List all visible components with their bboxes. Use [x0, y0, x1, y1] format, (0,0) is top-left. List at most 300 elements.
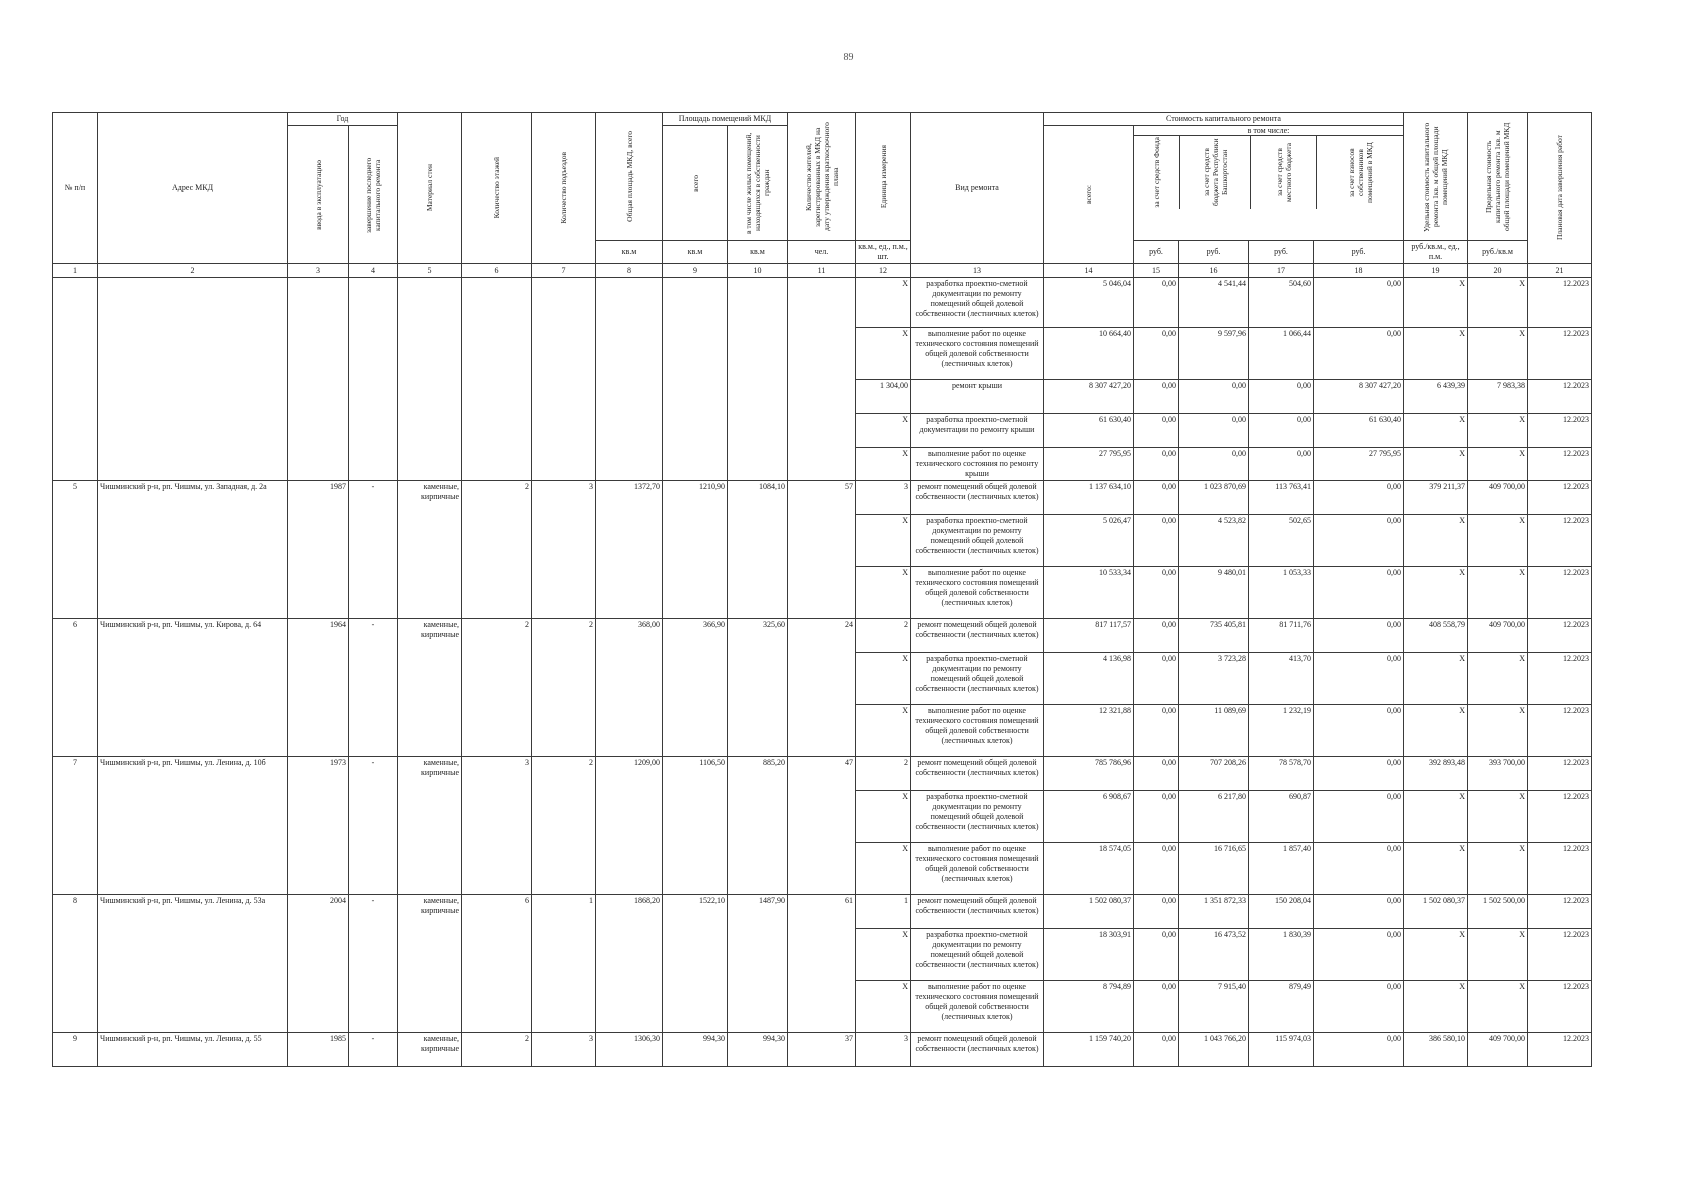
cell-unit: 1 304,00	[856, 380, 911, 414]
cell-total-area: 1868,20	[596, 895, 663, 1033]
cell-rep: 1 023 870,69	[1179, 481, 1249, 515]
cell-total: 27 795,95	[1044, 448, 1134, 481]
cell-spec: X	[1404, 515, 1468, 567]
cell-total: 10 533,34	[1044, 567, 1134, 619]
cell-rep: 735 405,81	[1179, 619, 1249, 653]
cell-spec: X	[1404, 981, 1468, 1033]
column-number: 5	[398, 264, 462, 278]
cell-area-all: 1106,50	[663, 757, 728, 895]
cell-material: каменные, кирпичные	[398, 895, 462, 1033]
cell-residents: 37	[788, 1033, 856, 1067]
cell-date: 12.2023	[1528, 843, 1592, 895]
cell-year: 1964	[288, 619, 349, 757]
cell-repair-year: -	[349, 619, 398, 757]
column-number: 3	[288, 264, 349, 278]
cell-local: 1 857,40	[1249, 843, 1314, 895]
cell-local: 115 974,03	[1249, 1033, 1314, 1067]
cell-rep: 16 473,52	[1179, 929, 1249, 981]
cell-date: 12.2023	[1528, 895, 1592, 929]
col-floors-label: Количество этажей	[492, 157, 501, 219]
cell-local: 0,00	[1249, 414, 1314, 448]
cell-area-res: 1487,90	[728, 895, 788, 1033]
cell-floors: 3	[462, 757, 532, 895]
cell-unit: X	[856, 515, 911, 567]
cell-max: X	[1468, 414, 1528, 448]
cell-fund: 0,00	[1134, 278, 1179, 328]
col-cost-group-header: Стоимость капитального ремонта	[1044, 113, 1404, 126]
col-area-res-label: в том числе жилых помещений, находящихся в собственности граждан	[744, 132, 771, 234]
cell-rep: 0,00	[1179, 380, 1249, 414]
cell-spec: 6 439,39	[1404, 380, 1468, 414]
cell-owners: 0,00	[1314, 278, 1404, 328]
column-number: 19	[1404, 264, 1468, 278]
cell-rep: 9 597,96	[1179, 328, 1249, 380]
cell-area-res: 885,20	[728, 757, 788, 895]
col-local-label: за счет средств местного бюджета	[1274, 142, 1293, 203]
col-total-area-header	[596, 113, 663, 241]
cell-floors	[462, 278, 532, 481]
col-total-area-label: Общая площадь МКД, всего	[624, 131, 634, 222]
cell-floors: 2	[462, 1033, 532, 1067]
col-unit-label: Единица измерения	[878, 144, 888, 209]
col-including-subheaders	[1134, 136, 1403, 209]
cell-total-area: 1306,30	[596, 1033, 663, 1067]
cell-owners: 61 630,40	[1314, 414, 1404, 448]
cell-rep: 11 089,69	[1179, 705, 1249, 757]
col-year-commission-label: ввода в эксплуатацию	[313, 159, 323, 230]
cell-date: 12.2023	[1528, 1033, 1592, 1067]
unit-republic: руб.	[1179, 241, 1249, 264]
cell-max: 1 502 500,00	[1468, 895, 1528, 929]
cell-rep: 9 480,01	[1179, 567, 1249, 619]
cell-owners: 0,00	[1314, 619, 1404, 653]
cell-area-res: 325,60	[728, 619, 788, 757]
cell-area-all	[663, 278, 728, 481]
cell-date: 12.2023	[1528, 791, 1592, 843]
cell-rep: 4 523,82	[1179, 515, 1249, 567]
cell-area-all: 1210,90	[663, 481, 728, 619]
cell-max: X	[1468, 843, 1528, 895]
cell-fund: 0,00	[1134, 653, 1179, 705]
cell-local: 78 578,70	[1249, 757, 1314, 791]
column-number: 21	[1528, 264, 1592, 278]
cell-owners: 0,00	[1314, 895, 1404, 929]
col-deadline-header	[1528, 113, 1592, 264]
column-number: 15	[1134, 264, 1179, 278]
column-number: 1	[53, 264, 98, 278]
column-number: 11	[788, 264, 856, 278]
cell-local: 879,49	[1249, 981, 1314, 1033]
cell-area-all: 366,90	[663, 619, 728, 757]
cell-total: 5 046,04	[1044, 278, 1134, 328]
cell-owners: 0,00	[1314, 705, 1404, 757]
unit-area-all: кв.м	[663, 241, 728, 264]
cell-fund: 0,00	[1134, 619, 1179, 653]
col-year-repair-header	[349, 126, 398, 264]
unit-residents: чел.	[788, 241, 856, 264]
cell-total: 6 908,67	[1044, 791, 1134, 843]
col-material-header	[398, 113, 462, 264]
cell-area-res: 1084,10	[728, 481, 788, 619]
cell-type: ремонт помещений общей долевой собственности (лестничных клеток)	[911, 895, 1044, 929]
cell-date: 12.2023	[1528, 619, 1592, 653]
cell-spec: X	[1404, 843, 1468, 895]
cell-type: ремонт помещений общей долевой собственности (лестничных клеток)	[911, 619, 1044, 653]
table-row	[53, 757, 1592, 791]
col-deadline-label: Плановая дата завершения работ	[1555, 135, 1564, 241]
unit-total-area: кв.м	[596, 241, 663, 264]
cell-total-area: 368,00	[596, 619, 663, 757]
cell-spec: 1 502 080,37	[1404, 895, 1468, 929]
cell-max: 393 700,00	[1468, 757, 1528, 791]
table-body	[53, 278, 1592, 1067]
col-entrances-header	[532, 113, 596, 264]
column-number: 9	[663, 264, 728, 278]
cell-material	[398, 278, 462, 481]
col-entrances-label: Количество подъездов	[559, 152, 568, 224]
cell-fund: 0,00	[1134, 448, 1179, 481]
cell-type: выполнение работ по оценке технического состояния помещений общей долевой собственности (лестничных клеток)	[911, 567, 1044, 619]
cell-total: 4 136,98	[1044, 653, 1134, 705]
column-number: 12	[856, 264, 911, 278]
cell-date: 12.2023	[1528, 328, 1592, 380]
col-area-all-label: всего	[690, 174, 700, 192]
unit-area-res: кв.м	[728, 241, 788, 264]
cell-fund: 0,00	[1134, 981, 1179, 1033]
cell-area-res: 994,30	[728, 1033, 788, 1067]
cell-fund: 0,00	[1134, 705, 1179, 757]
unit-specific: руб./кв.м., ед., п.м.	[1404, 241, 1468, 264]
cell-entrances	[532, 278, 596, 481]
cell-address	[98, 278, 288, 481]
cell-rep: 4 541,44	[1179, 278, 1249, 328]
cell-max: X	[1468, 567, 1528, 619]
column-number: 7	[532, 264, 596, 278]
cell-fund: 0,00	[1134, 515, 1179, 567]
unit-max: руб./кв.м	[1468, 241, 1528, 264]
col-fund-cell	[1134, 136, 1180, 209]
cell-fund: 0,00	[1134, 895, 1179, 929]
cell-date: 12.2023	[1528, 481, 1592, 515]
cell-type: выполнение работ по оценке технического состояния помещений общей долевой собственности (лестничных клеток)	[911, 981, 1044, 1033]
column-number: 10	[728, 264, 788, 278]
cell-total: 1 137 634,10	[1044, 481, 1134, 515]
cell-unit: X	[856, 981, 911, 1033]
cell-local: 113 763,41	[1249, 481, 1314, 515]
cell-type: ремонт крыши	[911, 380, 1044, 414]
cell-unit: 1	[856, 895, 911, 929]
cell-date: 12.2023	[1528, 414, 1592, 448]
col-specific-header	[1404, 113, 1468, 241]
cell-owners: 8 307 427,20	[1314, 380, 1404, 414]
cell-total: 8 794,89	[1044, 981, 1134, 1033]
page-number: 89	[843, 52, 854, 63]
unit-measure: кв.м., ед., п.м., шт.	[856, 241, 911, 264]
cell-floors: 2	[462, 481, 532, 619]
cell-year: 2004	[288, 895, 349, 1033]
cell-fund: 0,00	[1134, 481, 1179, 515]
col-year-commission-header	[288, 126, 349, 264]
cell-local: 150 208,04	[1249, 895, 1314, 929]
cell-owners: 0,00	[1314, 929, 1404, 981]
cell-unit: X	[856, 414, 911, 448]
cell-floors: 2	[462, 619, 532, 757]
cell-spec: X	[1404, 791, 1468, 843]
col-no-header: № п/п	[53, 113, 98, 264]
cell-total: 785 786,96	[1044, 757, 1134, 791]
cell-max: X	[1468, 929, 1528, 981]
cell-date: 12.2023	[1528, 981, 1592, 1033]
cell-material: каменные, кирпичные	[398, 757, 462, 895]
cell-repair-year	[349, 278, 398, 481]
cell-total: 12 321,88	[1044, 705, 1134, 757]
cell-max: X	[1468, 705, 1528, 757]
cell-no: 9	[53, 1033, 98, 1067]
cell-year: 1973	[288, 757, 349, 895]
cell-no: 5	[53, 481, 98, 619]
cell-residents: 24	[788, 619, 856, 757]
cell-max: 7 983,38	[1468, 380, 1528, 414]
col-unit-header	[856, 113, 911, 241]
cell-total: 817 117,57	[1044, 619, 1134, 653]
cell-type: разработка проектно-сметной документации по ремонту помещений общей долевой собственности (лестничных клеток)	[911, 791, 1044, 843]
cell-address: Чишминский р-н, рп. Чишмы, ул. Ленина, д. 10б	[98, 757, 288, 895]
col-repair-type-header: Вид ремонта	[911, 113, 1044, 264]
cell-total: 5 026,47	[1044, 515, 1134, 567]
col-area-all-header	[663, 126, 728, 241]
col-cost-total-label: всего:	[1084, 185, 1093, 204]
column-number: 8	[596, 264, 663, 278]
cell-owners: 0,00	[1314, 653, 1404, 705]
cell-owners: 0,00	[1314, 481, 1404, 515]
column-number: 14	[1044, 264, 1134, 278]
col-cost-total-header	[1044, 126, 1134, 264]
col-residents-label: Количество жителей, зарегистрированных в МКД на дату утверждения краткосрочного плана	[803, 122, 840, 231]
cell-max: 409 700,00	[1468, 1033, 1528, 1067]
cell-fund: 0,00	[1134, 414, 1179, 448]
col-area-group-header: Площадь помещений МКД	[663, 113, 788, 126]
cell-unit: X	[856, 843, 911, 895]
cell-fund: 0,00	[1134, 380, 1179, 414]
cell-total-area	[596, 278, 663, 481]
cell-spec: 408 558,79	[1404, 619, 1468, 653]
cell-local: 1 830,39	[1249, 929, 1314, 981]
cell-rep: 0,00	[1179, 448, 1249, 481]
unit-local: руб.	[1249, 241, 1314, 264]
col-residents-header	[788, 113, 856, 241]
cell-max: X	[1468, 448, 1528, 481]
cell-spec: 386 580,10	[1404, 1033, 1468, 1067]
cell-max: X	[1468, 791, 1528, 843]
cell-date: 12.2023	[1528, 653, 1592, 705]
cell-local: 1 053,33	[1249, 567, 1314, 619]
cell-type: ремонт помещений общей долевой собственности (лестничных клеток)	[911, 481, 1044, 515]
cell-local: 1 232,19	[1249, 705, 1314, 757]
col-max-header	[1468, 113, 1528, 241]
table-row	[53, 278, 1592, 328]
cell-date: 12.2023	[1528, 757, 1592, 791]
cell-unit: 2	[856, 619, 911, 653]
cell-address: Чишминский р-н, рп. Чишмы, ул. Кирова, д. 64	[98, 619, 288, 757]
col-including-label: в том числе:	[1134, 126, 1403, 136]
table-row	[53, 619, 1592, 653]
cell-residents: 57	[788, 481, 856, 619]
cell-type: разработка проектно-сметной документации по ремонту крыши	[911, 414, 1044, 448]
col-floors-header	[462, 113, 532, 264]
col-republic-label: за счет средств бюджета Республики Башкортостан	[1201, 138, 1229, 207]
cell-owners: 0,00	[1314, 981, 1404, 1033]
col-local-cell	[1251, 136, 1317, 209]
cell-no: 8	[53, 895, 98, 1033]
col-republic-cell	[1180, 136, 1251, 209]
column-number: 16	[1179, 264, 1249, 278]
cell-local: 504,60	[1249, 278, 1314, 328]
cell-fund: 0,00	[1134, 929, 1179, 981]
cell-year: 1985	[288, 1033, 349, 1067]
cell-date: 12.2023	[1528, 929, 1592, 981]
cell-rep: 1 043 766,20	[1179, 1033, 1249, 1067]
unit-owners: руб.	[1314, 241, 1404, 264]
cell-spec: 379 211,37	[1404, 481, 1468, 515]
cell-unit: X	[856, 448, 911, 481]
cell-type: разработка проектно-сметной документации по ремонту помещений общей долевой собственности (лестничных клеток)	[911, 653, 1044, 705]
cell-unit: X	[856, 705, 911, 757]
cell-total: 10 664,40	[1044, 328, 1134, 380]
cell-rep: 0,00	[1179, 414, 1249, 448]
cell-max: 409 700,00	[1468, 481, 1528, 515]
cell-date: 12.2023	[1528, 448, 1592, 481]
cell-unit: X	[856, 278, 911, 328]
cell-total: 1 502 080,37	[1044, 895, 1134, 929]
cell-unit: X	[856, 929, 911, 981]
cell-owners: 0,00	[1314, 791, 1404, 843]
cell-unit: 3	[856, 481, 911, 515]
column-number: 4	[349, 264, 398, 278]
cell-spec: 392 893,48	[1404, 757, 1468, 791]
cell-type: выполнение работ по оценке технического состояния по ремонту крыши	[911, 448, 1044, 481]
cell-type: разработка проектно-сметной документации по ремонту помещений общей долевой собственности (лестничных клеток)	[911, 929, 1044, 981]
table-header	[53, 113, 1592, 278]
cell-spec: X	[1404, 328, 1468, 380]
cell-spec: X	[1404, 278, 1468, 328]
cell-local: 0,00	[1249, 448, 1314, 481]
cell-max: X	[1468, 653, 1528, 705]
cell-fund: 0,00	[1134, 757, 1179, 791]
cell-owners: 0,00	[1314, 328, 1404, 380]
cell-owners: 0,00	[1314, 1033, 1404, 1067]
cell-year	[288, 278, 349, 481]
col-area-res-header	[728, 126, 788, 241]
cell-fund: 0,00	[1134, 328, 1179, 380]
cell-date: 12.2023	[1528, 567, 1592, 619]
cell-local: 413,70	[1249, 653, 1314, 705]
cell-spec: X	[1404, 414, 1468, 448]
cell-spec: X	[1404, 929, 1468, 981]
cell-area-res	[728, 278, 788, 481]
cell-local: 1 066,44	[1249, 328, 1314, 380]
col-specific-label: Удельная стоимость капитального ремонта 1кв. м общей площади помещений МКД	[1422, 121, 1449, 232]
cell-fund: 0,00	[1134, 791, 1179, 843]
cell-rep: 6 217,80	[1179, 791, 1249, 843]
cell-entrances: 3	[532, 1033, 596, 1067]
cell-type: ремонт помещений общей долевой собственности (лестничных клеток)	[911, 757, 1044, 791]
cell-total: 1 159 740,20	[1044, 1033, 1134, 1067]
cell-repair-year: -	[349, 757, 398, 895]
cell-spec: X	[1404, 567, 1468, 619]
cell-rep: 1 351 872,33	[1179, 895, 1249, 929]
cell-owners: 0,00	[1314, 515, 1404, 567]
column-number: 2	[98, 264, 288, 278]
cell-owners: 0,00	[1314, 757, 1404, 791]
cell-spec: X	[1404, 653, 1468, 705]
cell-date: 12.2023	[1528, 705, 1592, 757]
cell-rep: 7 915,40	[1179, 981, 1249, 1033]
col-address-header: Адрес МКД	[98, 113, 288, 264]
column-number: 6	[462, 264, 532, 278]
unit-fund: руб.	[1134, 241, 1179, 264]
cell-material: каменные, кирпичные	[398, 1033, 462, 1067]
cell-date: 12.2023	[1528, 380, 1592, 414]
cell-unit: 3	[856, 1033, 911, 1067]
cell-address: Чишминский р-н, рп. Чишмы, ул. Ленина, д. 53а	[98, 895, 288, 1033]
cell-type: выполнение работ по оценке технического состояния помещений общей долевой собственности (лестничных клеток)	[911, 705, 1044, 757]
cell-residents: 47	[788, 757, 856, 895]
cell-max: 409 700,00	[1468, 619, 1528, 653]
cell-repair-year: -	[349, 895, 398, 1033]
cell-total: 61 630,40	[1044, 414, 1134, 448]
cell-local: 690,87	[1249, 791, 1314, 843]
table-row	[53, 1033, 1592, 1067]
cell-residents: 61	[788, 895, 856, 1033]
cell-unit: X	[856, 791, 911, 843]
cell-total: 18 303,91	[1044, 929, 1134, 981]
cell-owners: 27 795,95	[1314, 448, 1404, 481]
column-number-row	[53, 264, 1592, 278]
cell-type: выполнение работ по оценке технического состояния помещений общей долевой собственности (лестничных клеток)	[911, 843, 1044, 895]
table-row	[53, 481, 1592, 515]
cell-rep: 3 723,28	[1179, 653, 1249, 705]
cell-fund: 0,00	[1134, 567, 1179, 619]
col-max-label: Предельная стоимость капитального ремонта 1кв. м общей площади помещений МКД	[1484, 122, 1511, 231]
cell-residents	[788, 278, 856, 481]
col-year-repair-label: завершение последнего капитального ремонта	[364, 156, 382, 233]
cell-entrances: 2	[532, 619, 596, 757]
cell-no: 7	[53, 757, 98, 895]
cell-entrances: 3	[532, 481, 596, 619]
cell-type: ремонт помещений общей долевой собственности (лестничных клеток)	[911, 1033, 1044, 1067]
cell-spec: X	[1404, 705, 1468, 757]
cell-unit: X	[856, 653, 911, 705]
cell-entrances: 1	[532, 895, 596, 1033]
cell-no	[53, 278, 98, 481]
cell-material: каменные, кирпичные	[398, 481, 462, 619]
cell-date: 12.2023	[1528, 278, 1592, 328]
cell-total-area: 1209,00	[596, 757, 663, 895]
cell-unit: 2	[856, 757, 911, 791]
cell-rep: 16 716,65	[1179, 843, 1249, 895]
cell-area-all: 1522,10	[663, 895, 728, 1033]
repair-plan-table	[52, 112, 1592, 1067]
cell-fund: 0,00	[1134, 843, 1179, 895]
cell-address: Чишминский р-н, рп. Чишмы, ул. Ленина, д. 55	[98, 1033, 288, 1067]
cell-no: 6	[53, 619, 98, 757]
cell-max: X	[1468, 981, 1528, 1033]
cell-spec: X	[1404, 448, 1468, 481]
col-owners-label: за счет взносов собственников помещений в МКД	[1346, 142, 1374, 203]
cell-address: Чишминский р-н, рп. Чишмы, ул. Западная, д. 2а	[98, 481, 288, 619]
col-fund-label: за счет средств Фонда	[1152, 137, 1161, 208]
cell-local: 81 711,76	[1249, 619, 1314, 653]
